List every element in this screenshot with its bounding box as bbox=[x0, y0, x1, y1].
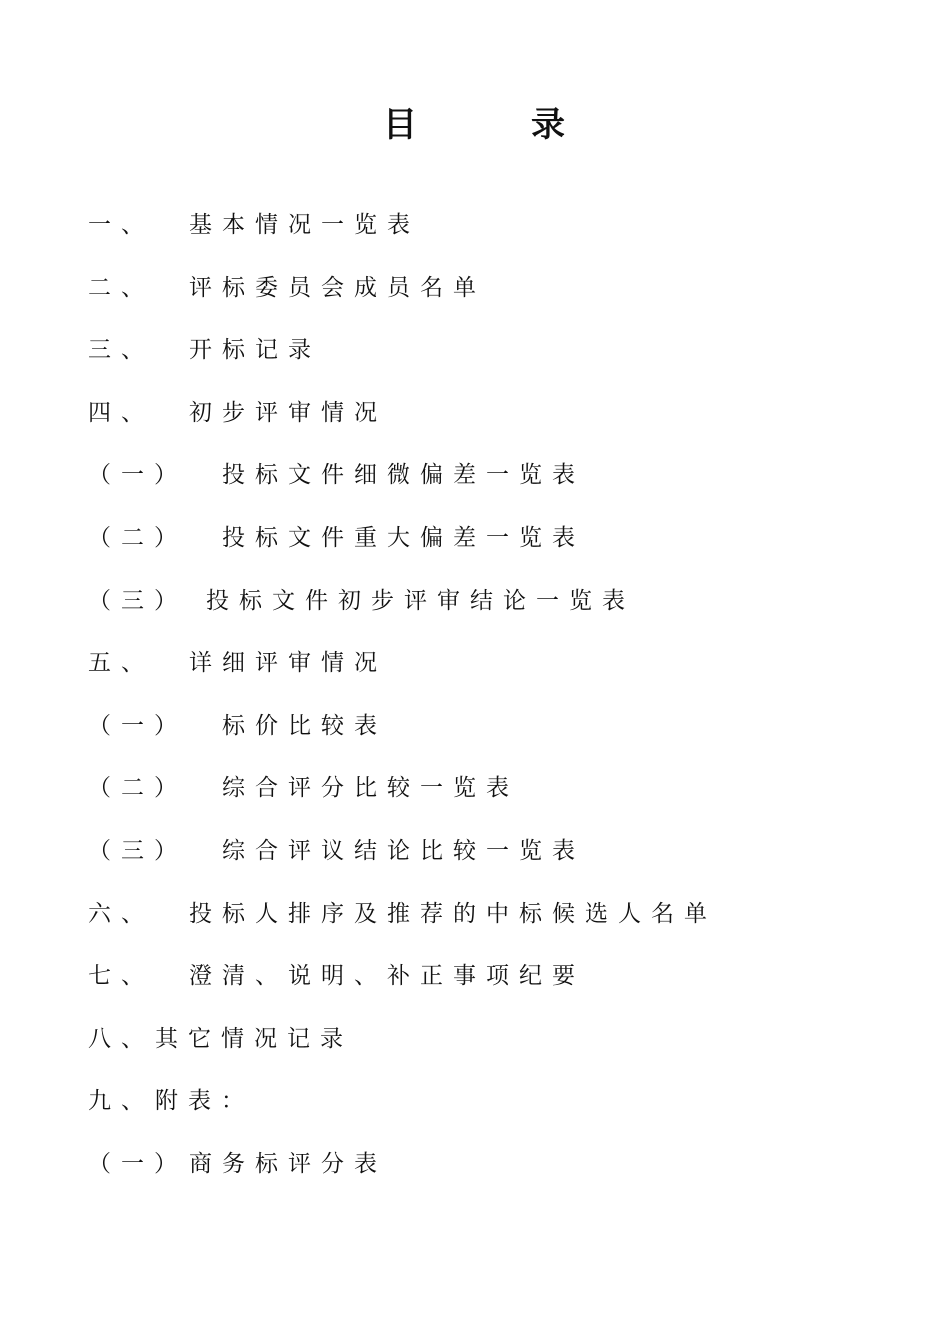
toc-entry-title: 投标文件重大偏差一览表 bbox=[222, 524, 585, 551]
toc-entry-title: 投标文件初步评审结论一览表 bbox=[206, 587, 635, 614]
toc-entry-10 bbox=[88, 768, 908, 831]
toc-entry-number: 八、 bbox=[88, 1025, 154, 1052]
toc-entry-number: 四、 bbox=[88, 399, 154, 426]
toc-entry-number: 二、 bbox=[88, 274, 154, 301]
toc-entry-title: 标价比较表 bbox=[222, 712, 387, 739]
toc-entry-title: 综合评分比较一览表 bbox=[222, 775, 519, 802]
toc-entry-title: 评标委员会成员名单 bbox=[189, 274, 486, 301]
toc-entry-number: 七、 bbox=[88, 963, 154, 990]
toc-entry-5 bbox=[88, 455, 908, 518]
toc-entry-14 bbox=[88, 1019, 908, 1082]
page-title-char-1: 目 bbox=[383, 105, 417, 145]
toc-entry-2 bbox=[88, 268, 908, 331]
toc-entry-16 bbox=[88, 1144, 908, 1207]
toc-entry-title: 投标人排序及推荐的中标候选人名单 bbox=[189, 900, 717, 927]
toc-entry-title: 开标记录 bbox=[189, 337, 321, 364]
toc-entry-number: （一） bbox=[88, 462, 187, 489]
toc-entry-8 bbox=[88, 643, 908, 706]
toc-entry-title: 商务标评分表 bbox=[189, 1150, 387, 1177]
toc-entry-7 bbox=[88, 581, 908, 644]
toc-entry-title: 投标文件细微偏差一览表 bbox=[222, 462, 585, 489]
page-title bbox=[0, 100, 950, 150]
toc-entry-13 bbox=[88, 956, 908, 1019]
toc-entry-title: 其它情况记录 bbox=[155, 1025, 353, 1052]
toc-entry-number: 一、 bbox=[88, 212, 154, 238]
toc-entry-title: 综合评议结论比较一览表 bbox=[222, 837, 585, 864]
toc-entry-1 bbox=[88, 205, 908, 268]
toc-entry-4 bbox=[88, 393, 908, 456]
toc-entry-number: （一） bbox=[88, 712, 187, 739]
table-of-contents bbox=[88, 205, 908, 1207]
toc-entry-15 bbox=[88, 1081, 908, 1144]
page-title-char-2: 录 bbox=[531, 105, 565, 145]
toc-entry-title: 初步评审情况 bbox=[189, 399, 387, 426]
toc-entry-number: （三） bbox=[88, 837, 187, 864]
toc-entry-3 bbox=[88, 330, 908, 393]
toc-entry-title: 基本情况一览表 bbox=[189, 212, 420, 238]
toc-entry-number: 三、 bbox=[88, 337, 154, 364]
toc-entry-number: （二） bbox=[88, 775, 187, 802]
toc-entry-9 bbox=[88, 706, 908, 769]
toc-entry-number: （一） bbox=[88, 1150, 187, 1177]
toc-entry-number: 九、 bbox=[88, 1088, 154, 1115]
toc-entry-number: （三） bbox=[88, 587, 187, 614]
toc-entry-12 bbox=[88, 894, 908, 957]
toc-entry-number: 五、 bbox=[88, 650, 154, 677]
toc-entry-11 bbox=[88, 831, 908, 894]
toc-entry-6 bbox=[88, 518, 908, 581]
toc-entry-title: 详细评审情况 bbox=[189, 650, 387, 677]
toc-entry-title: 澄清、说明、补正事项纪要 bbox=[189, 963, 585, 990]
toc-entry-number: （二） bbox=[88, 524, 187, 551]
toc-entry-title: 附表： bbox=[155, 1088, 254, 1115]
toc-entry-number: 六、 bbox=[88, 900, 154, 927]
